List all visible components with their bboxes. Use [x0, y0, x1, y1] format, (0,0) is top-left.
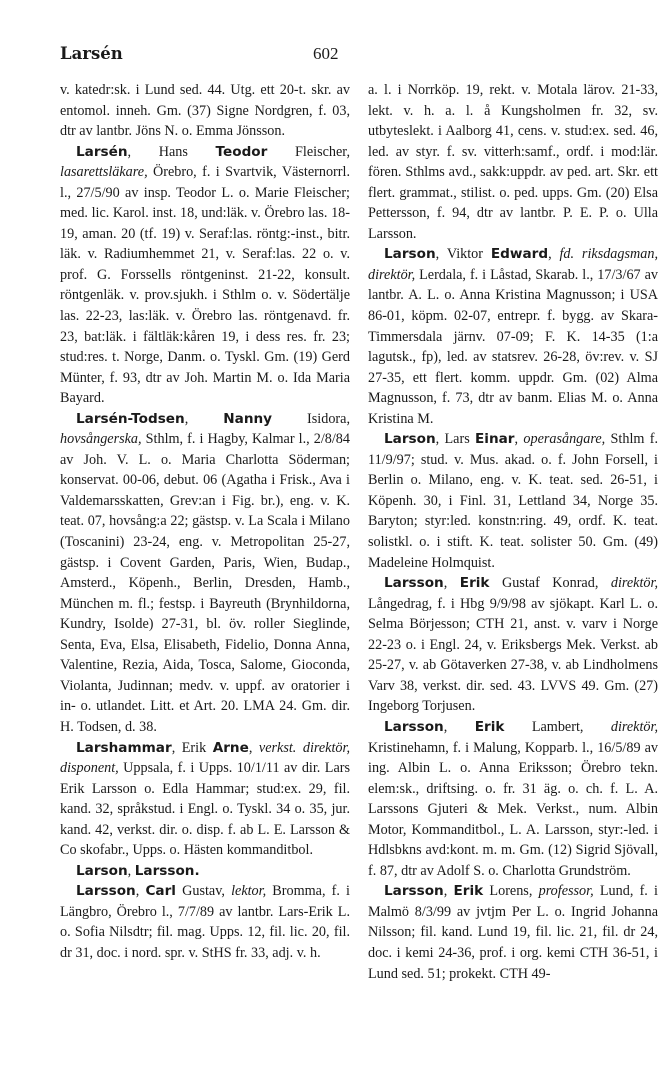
biography-entry: [368, 429, 658, 573]
entry-text: ,: [443, 718, 475, 735]
entry-headword: Larsén-Todsen: [76, 410, 185, 427]
entry-headword: Larsson: [384, 883, 444, 900]
entry-text: ,: [548, 246, 560, 263]
entry-headword: Larson: [384, 246, 436, 263]
entry-text: ,: [135, 883, 146, 900]
entry-title: lasarettsläkare,: [60, 164, 148, 181]
entry-text: Örebro, f. i Svartvik, Västernorrl. l., 27/5/90 av insp. Teodor L. o. Marie Fleischer; med. lic. Karol. inst. 18, und:läk. v. Örebro las. 18-19, aman. 20 (tf. 19) v. Seraf:las. röntg:-inst., bitr. läk. v. Radiumhemmet 21, v. Seraf:las. 22 o. v. prof. G. Forssells röntgeninst. 21-22, konsult. röntgenläk. v. prov.sjukh. i Sthlm o. v. Södertälje las. 22-23, las:läk. v. Örebro las. röntgenavd. fr. 23, bat:läk. i fältläk:kåren 19, i dess res. fr. 23; stud:res. t. Norge, Danm. o. Tyskl. Gm. (19) Gerd Münter, f. 93, dtr av Joh. Martin M. o. Ida Maria Bayard.: [60, 164, 350, 407]
entry-title: direktör,: [610, 575, 659, 592]
entry-title: verkst. direktör, disponent,: [60, 739, 351, 777]
entry-text: ,: [443, 575, 460, 592]
entry-text: Sthlm f. 11/9/97; stud. v. Mus. akad. o. f. John Forsell, i Berlin o. Milano, eng. v. K. teat. sed. 26-51, i Köpenh. 30, i Finl. 31, Lettland 34, Norge 35. Baryton; styr:led. konstn:ring. 49, ordf. K. teat. solistkl. o. i stift. K. teat. solister 50. Gm. (49) Madeleine Holmquist.: [368, 431, 658, 571]
entry-headword: Larshammar: [76, 739, 172, 756]
entry-text: Fleischer,: [267, 143, 350, 160]
entry-headword: Teodor: [215, 143, 268, 160]
left-column: [60, 80, 350, 964]
entry-text: a. l. i Norrköp. 19, rekt. v. Motala lärov. 21-33, lekt. v. h. a. l. å Kungsholmen fr. 32, sv. utbyteslekt. i Aalborg 41, cens. v. stud:ex. sed. 46, led. av styr. f. sv. vitterh:samf., ordf. i mod:lär. fören. Sthlms avd., sakk:uppdr. av ped. art. Skr. ett flert. grammat., stilist. o. ped. upps. Gm. (20) Elsa Pettersson, f. 94, dtr av lantbr. P. E. P. o. Ulla Larsson.: [368, 82, 658, 242]
biography-entry: [368, 881, 658, 984]
entry-title: direktör,: [610, 718, 659, 735]
biography-entry: [368, 573, 658, 717]
page-header: [60, 44, 630, 68]
entry-headword: Edward: [490, 246, 549, 263]
entry-text: Lambert,: [504, 718, 611, 735]
entry-text: v. katedr:sk. i Lund sed. 44. Utg. ett 20-t. skr. av entomol. inneh. Gm. (37) Signe Nordgren, f. 03, dtr av lantbr. Jöns N. o. Emma Jönsson.: [60, 82, 350, 140]
entry-text: ,: [127, 862, 135, 879]
entry-text: ,: [184, 410, 224, 427]
entry-title: operasångare,: [523, 431, 606, 448]
entry-text: ,: [443, 883, 454, 900]
entry-title: hovsångerska,: [60, 431, 142, 448]
continued-entry: [60, 80, 350, 142]
entry-text: Sthlm, f. i Hagby, Kalmar l., 2/8/84 av Joh. V. L. o. Maria Charlotta Söderman; konservat. 00-06, debut. 06 (Agatha i Frisk., Ava i Valdemarsskatten, Grev:an i Fig. br.), eng. v. K. teat. 07, hovsång:a 22; gästsp. v. La Scala i Milano (Toscanini) 23-24, eng. v. Metropolitan 25-27, gästsp. i Covent Garden, Paris, Wien, Budap., Amsterd., Köpenh., Berlin, Dresden, Hamb., München m. fl.; festsp. i Bayreuth (Brynhildorna, Kundry, Isolde) 27-31, bl. öv. roller Sieglinde, Senta, Eva, Elsa, Elisabeth, Fidelio, Donna Anna, Valentine, Rezia, Aida, Tosca, Salome, Gioconda, Violanta, Judinnan; medv. v. uppf. av oratorier i in- o. utlandet. Litt. et Art. 20. LMA 24. Gm. dir. H. Todsen, d. 38.: [60, 431, 350, 735]
biography-entry: [60, 881, 350, 963]
entry-text: , Erik: [171, 739, 213, 756]
biography-entry: [60, 409, 350, 738]
entry-headword: Larsén: [76, 143, 128, 160]
continued-entry: [368, 80, 658, 244]
entry-text: Lund, f. i Malmö 8/3/99 av jvtjm Per L. o. Ingrid Johanna Nilsson; fil. kand. Lund 19, fil. lic. 21, fil. dr 24, doc. i kemi 24-36, prof. i org. kemi CTH 36-51, i Lund sed. 51; prokekt. CTH 49-: [368, 883, 658, 982]
entry-text: , Viktor: [435, 246, 491, 263]
entry-headword: Larsson.: [134, 862, 200, 879]
entry-text: , Lars: [435, 431, 476, 448]
entry-text: , Hans: [127, 143, 216, 160]
biography-entry: [60, 738, 350, 861]
entry-text: Uppsala, f. i Upps. 10/1/11 av dir. Lars Erik Larsson o. Edla Hammar; stud:ex. 29, fil. kand. 32, språkstud. i Engl. o. Tyskl. 34 o. 35, jur. kand. 42, verkst. dir. o. disp. f. ab L. E. Larsson & Co skofabr., Upps. o. Hästen kommanditbol.: [60, 760, 350, 859]
entry-headword: Larson: [384, 431, 436, 448]
entry-headword: Erik: [459, 575, 490, 592]
right-column: [368, 80, 658, 984]
biography-entry: [60, 861, 350, 882]
entry-text: Kristinehamn, f. i Malung, Kopparb. l., 16/5/89 av ing. Albin L. o. Anna Eriksson; Örebro tekn. elem:sk., driftsing. o. fr. 31 äg. o. ch. f. L. A. Larssons Gjuteri & Mek. Verkst., num. Albin Motor, Kommanditbol., L. A. Larsson, styr:-led. i Hdlsbkns avd:kont. m. m. Gm. (12) Sigrid Sjövall, f. 87, dtr av Adolf S. o. Charlotta Grundström.: [368, 739, 658, 879]
entry-headword: Carl: [145, 883, 176, 900]
biography-entry: [368, 717, 658, 881]
entry-headword: Erik: [453, 883, 484, 900]
entry-text: ,: [248, 739, 259, 756]
entry-headword: Larson: [76, 862, 128, 879]
entry-headword: Erik: [474, 718, 505, 735]
entry-headword: Larsson: [384, 575, 444, 592]
entry-text: Gustav,: [175, 883, 232, 900]
entry-text: Isidora,: [272, 410, 350, 427]
entry-headword: Larsson: [384, 718, 444, 735]
entry-text: Långedrag, f. i Hbg 9/9/98 av sjökapt. Karl L. o. Selma Börjesson; CTH 21, anst. v. varv i Norge 22-23 o. i Engl. 24, v. Eriksbergs Mek. Verkst. ab 25-27, v. ab Götaverken 27-38, v. ab Lindholmens Varv 38, verkst. dir. sed. 43. LVVS 49. Gm. (27) Ingeborg Torjusen.: [368, 595, 658, 715]
entry-title: lektor,: [231, 883, 267, 900]
entry-headword: Larsson: [76, 883, 136, 900]
running-head: Larsén: [60, 44, 123, 63]
entry-headword: Einar: [475, 431, 515, 448]
entry-text: ,: [514, 431, 524, 448]
biography-entry: [60, 142, 350, 409]
entry-title: fd. riksdagsman, direktör,: [368, 246, 658, 283]
page-number: 602: [313, 44, 339, 63]
biography-entry: [368, 244, 658, 429]
entry-text: Bromma, f. i Längbro, Örebro l., 7/7/89 av lantbr. Lars-Erik L. o. Sofia Nilsdtr; fil. mag. Upps. 12, fil. lic. 20, fil. dr 31, doc. i nord. spr. v. StHS fr. 33, adj. v. h.: [60, 883, 350, 961]
entry-text: Lorens,: [483, 883, 539, 900]
entry-text: Lerdala, f. i Låstad, Skarab. l., 17/3/67 av lantbr. A. L. o. Anna Kristina Magnusson; i USA 86-01, köpm. 02-07, entrepr. f. bygg. av Skara-Timmersdala järnv. 07-09; F. K. 14-35 (1:a lagutsk., fp), led. av statsrev. 26-28, öv:rev. v. SJ 27-35, ett flert. komm. uppdr. Gm. (02) Alma Magnusson, f. 73, dtr av banm. Elias M. o. Anna Kristina M.: [368, 266, 658, 427]
entry-headword: Nanny: [223, 410, 273, 427]
entry-text: Gustaf Konrad,: [489, 575, 611, 592]
entry-headword: Arne: [212, 739, 249, 756]
entry-title: professor,: [538, 883, 594, 900]
